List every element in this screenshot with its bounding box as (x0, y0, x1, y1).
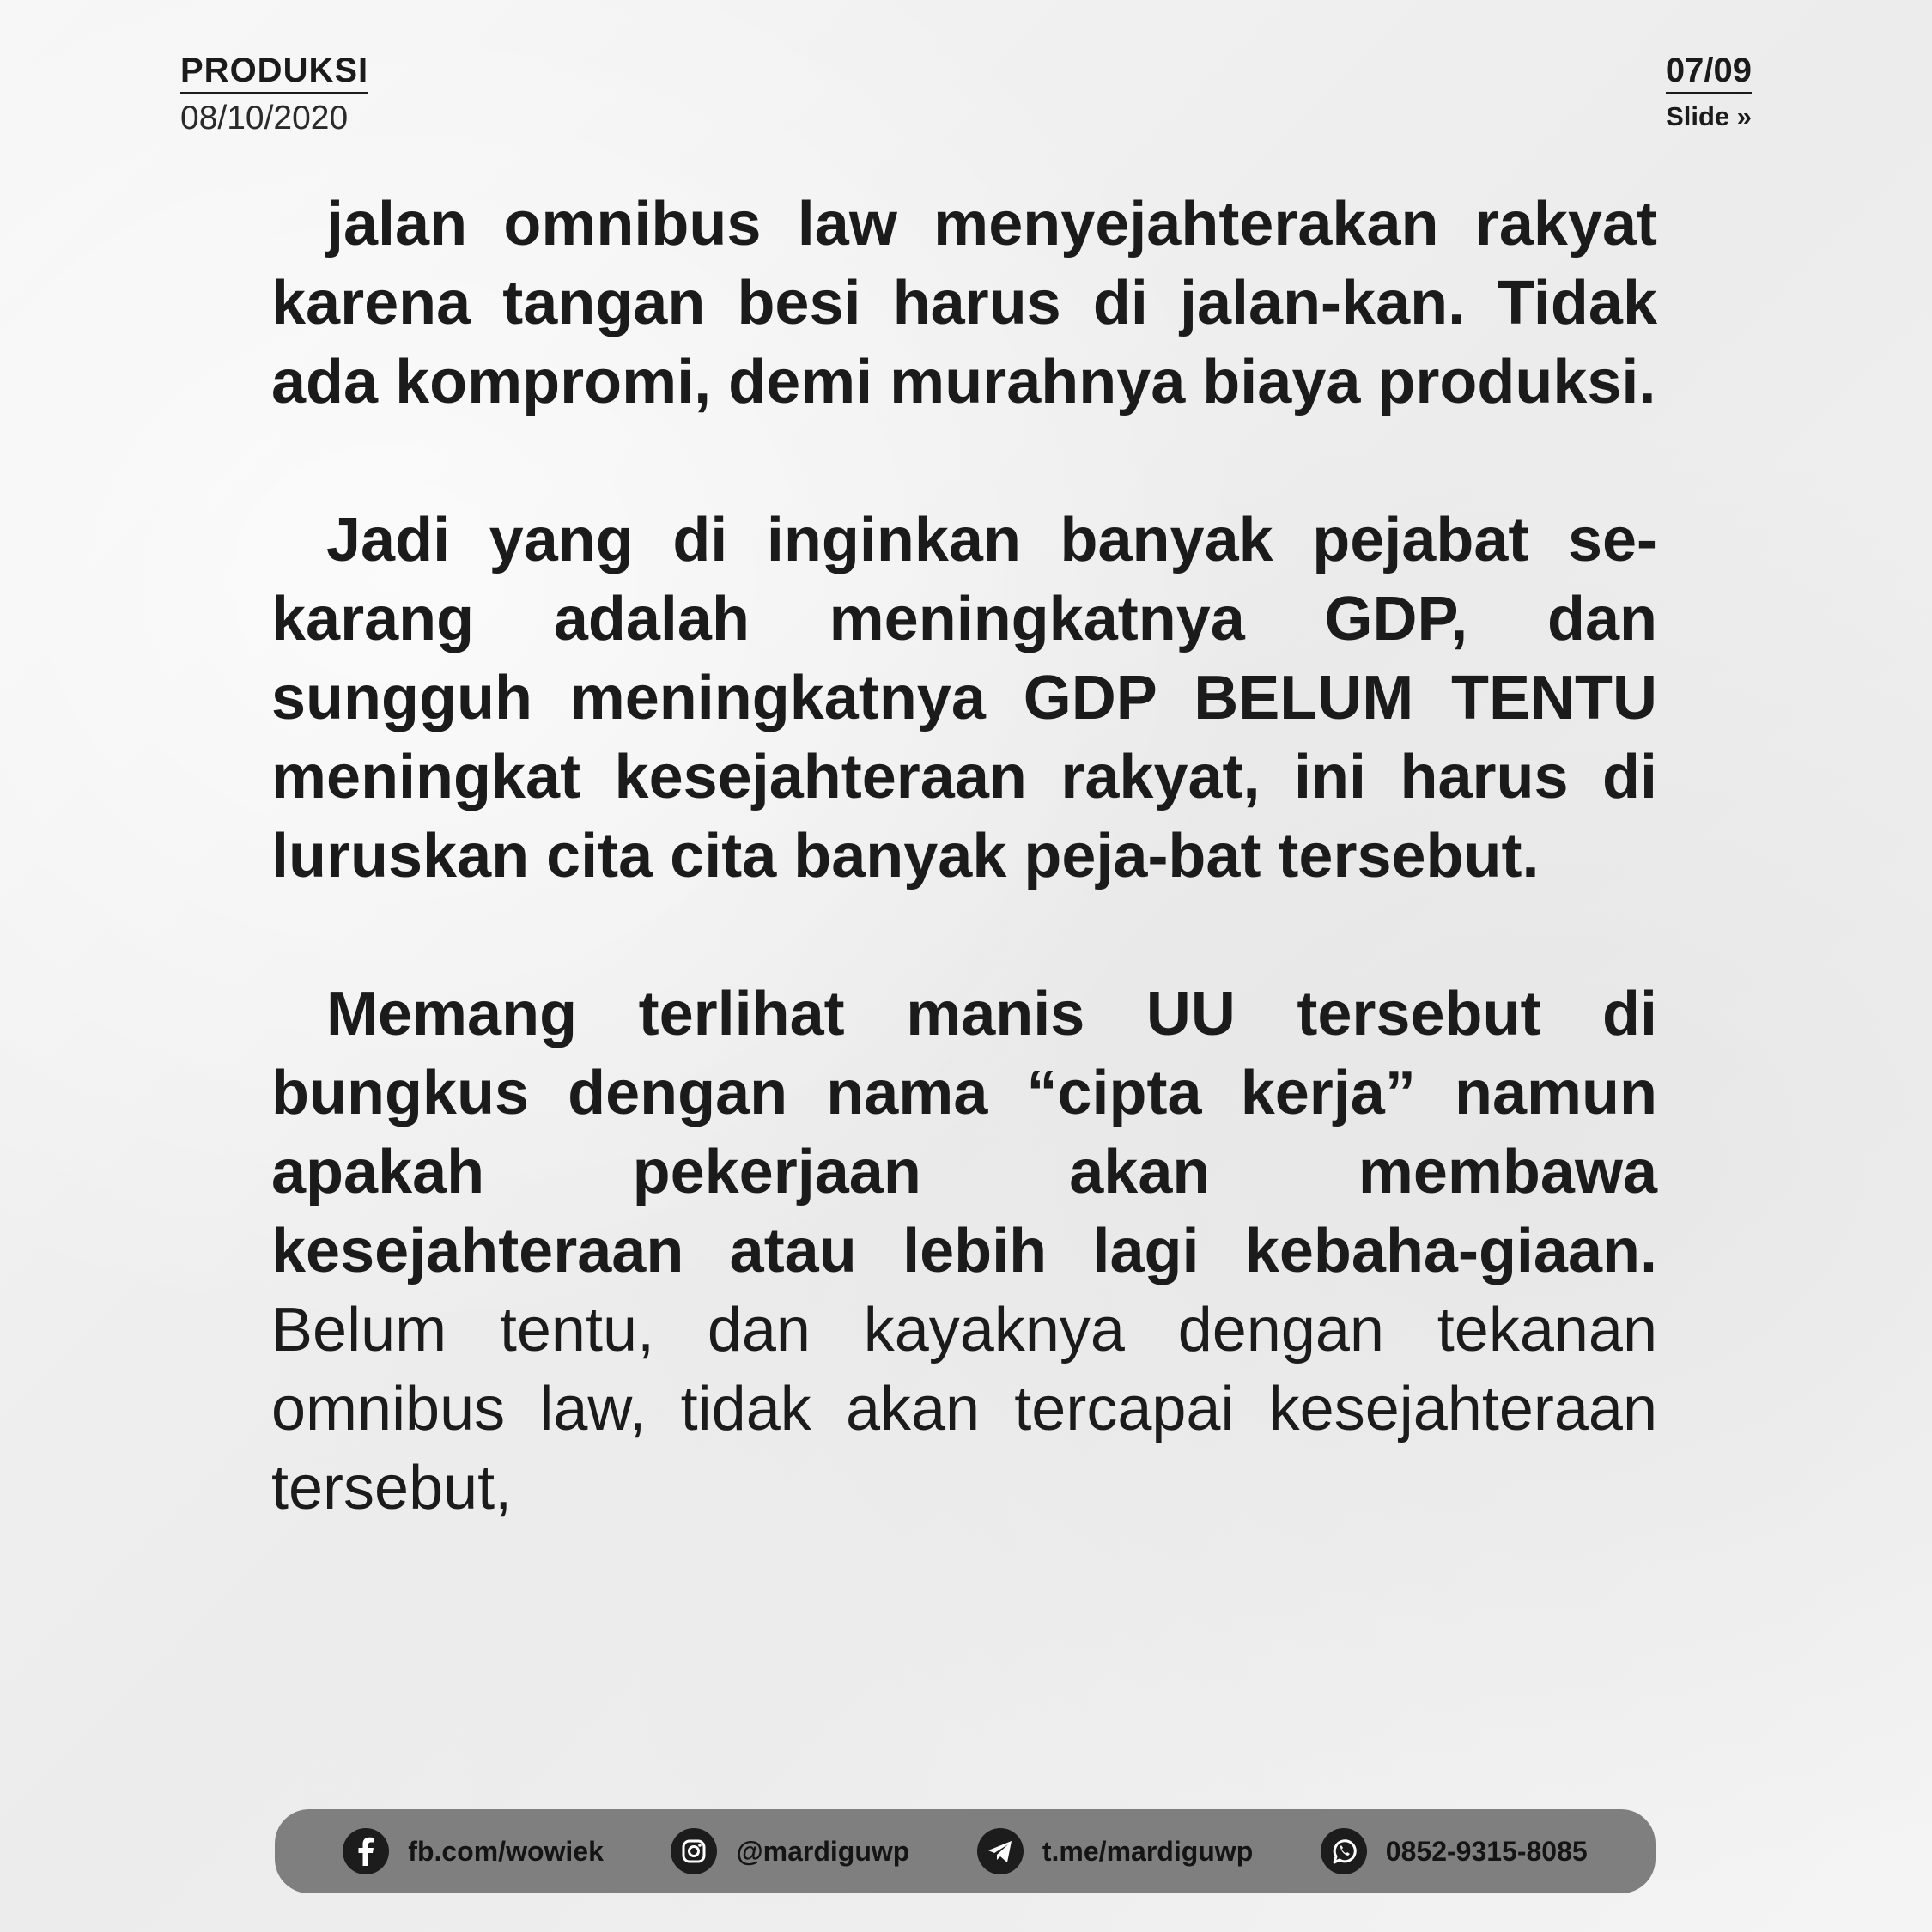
article-body (271, 185, 1657, 1607)
contact-telegram[interactable] (977, 1828, 1253, 1874)
whatsapp-icon (1321, 1828, 1367, 1874)
header-right (1666, 52, 1752, 132)
telegram-icon (977, 1828, 1024, 1874)
paragraph-3-bold: Memang terlihat manis UU tersebut di bungkus dengan nama “cipta kerja” namun apakah pekerjaan akan membawa kesejahteraan atau lebih lagi kebaha-giaan. (271, 980, 1657, 1285)
contact-text: t.me/mardiguwp (1042, 1835, 1254, 1867)
contact-facebook[interactable] (343, 1828, 604, 1874)
instagram-icon (671, 1828, 717, 1874)
paragraph-3 (271, 975, 1657, 1528)
page-counter: 07/09 (1666, 52, 1752, 94)
paragraph-1: jalan omnibus law menyejahterakan rakyat karena tangan besi harus di jalan-kan. Tidak ada kompromi, demi murahnya biaya produksi. (271, 190, 1657, 416)
contact-instagram[interactable] (671, 1828, 909, 1874)
contact-whatsapp[interactable] (1321, 1828, 1588, 1874)
contact-text: 0852-9315-8085 (1385, 1835, 1588, 1867)
paragraph-3-normal: Belum tentu, dan kayaknya dengan tekanan omnibus law, tidak akan tercapai kesejahteraan tersebut, (271, 1296, 1657, 1522)
contact-bar (275, 1809, 1656, 1893)
header-left (180, 52, 368, 137)
paragraph-2: Jadi yang di inginkan banyak pejabat se-karang adalah meningkatnya GDP, dan sungguh meningkatnya GDP BELUM TENTU meningkat kesejahteraan rakyat, ini harus di luruskan cita cita banyak peja-bat tersebut. (271, 506, 1657, 890)
contact-text: fb.com/wowiek (408, 1835, 604, 1867)
date-label: 08/10/2020 (180, 100, 349, 137)
contact-text: @mardiguwp (736, 1835, 910, 1867)
facebook-icon (343, 1828, 389, 1874)
slide-hint: Slide » (1666, 101, 1752, 131)
category-label: PRODUKSI (180, 52, 368, 94)
